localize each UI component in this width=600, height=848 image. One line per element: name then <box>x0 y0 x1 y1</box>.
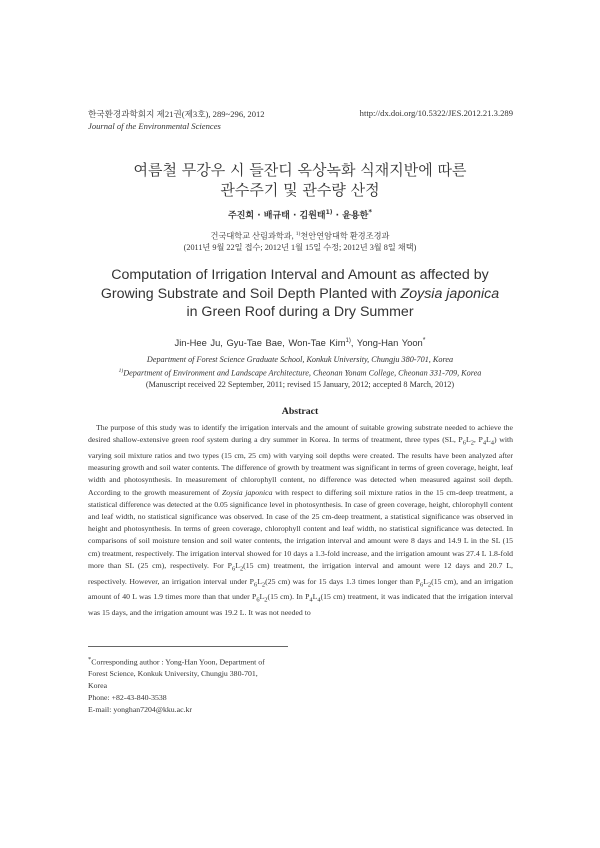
abstract-segment: L <box>259 592 265 602</box>
abstract-segment: L <box>257 576 262 586</box>
affiliation-mark: 1) <box>118 367 124 374</box>
korean-affiliation-1: 건국대학교 산림과학과, <box>210 231 296 241</box>
abstract-text <box>88 422 513 619</box>
journal-citation-kr: 한국환경과학회지 제21권(제3호), 289~296, 2012 <box>88 109 265 119</box>
corresponding-mark: * <box>88 656 92 663</box>
korean-author-names: 주진희 · 배규태 · 김원태 <box>228 211 326 221</box>
footnote-line: Forest Science, Konkuk University, Chungju 380-701, <box>88 669 258 679</box>
subscript: 4 <box>482 439 487 447</box>
footnote-divider <box>88 646 288 647</box>
abstract-segment: (15 cm), and an irrigation amount of 40 L was 1.9 times more than that under P <box>88 576 513 602</box>
abstract-segment: (25 cm) was for 15 days 1.3 times longer than P <box>265 576 420 586</box>
journal-name-en: Journal of the Environmental Sciences <box>88 121 221 131</box>
journal-header <box>88 108 265 132</box>
footnote-author: Corresponding author : Yong-Han Yoon, Department of <box>91 657 265 667</box>
footnote-line: Korea <box>88 681 108 691</box>
english-title <box>70 266 530 322</box>
affiliation-mark: 1) <box>295 231 301 237</box>
affiliation-mark: 1) <box>325 209 333 216</box>
korean-affiliations <box>0 229 600 254</box>
subscript: 4 <box>317 596 321 604</box>
abstract-segment: L <box>312 592 318 602</box>
subscript: 6 <box>231 565 236 573</box>
korean-title <box>0 160 600 200</box>
abstract-segment: (15 cm) treatment, it was indicated that the irrigation interval was 15 days, and the irrigation amount was 19.2 L. It was not needed to <box>88 592 513 618</box>
subscript: 6 <box>253 581 258 589</box>
footnote-email[interactable]: E-mail: yonghan7204@kku.ac.kr <box>88 704 192 714</box>
english-affiliation-2-line <box>0 366 600 379</box>
abstract-segment: L <box>465 435 471 445</box>
english-title-line1: Computation of Irrigation Interval and Amount as affected by <box>111 267 489 283</box>
abstract-heading: Abstract <box>281 406 319 417</box>
subscript: 4 <box>490 439 494 447</box>
korean-title-line2: 관수주기 및 관수량 산정 <box>220 181 380 199</box>
footnote-line <box>88 654 293 668</box>
subscript: 6 <box>256 596 260 604</box>
abstract-segment: L <box>423 576 428 586</box>
korean-received-dates: (2011년 9월 22일 접수; 2012년 1월 15일 수정; 2012년 3월 8일 채택) <box>183 243 417 253</box>
abstract-segment: with respect to differing soil mixture ratios in the 15 cm-deep treatment, a statistical difference was detected at the 0.05 significance level in photosynthesis. In case of green coverage, height, chlorophyll content and leaf width, no statistical significance was observed. In case of the 25 cm-deep treatment, a statistical significance was observed in height and photosynthesis. In terms of green coverage, chlorophyll content and leaf width, no statistical significance was detected. In comparisons of soil moisture tension and soil water contents, the irrigation interval and amount were 8 days and 14.9 L in the SL (15 cm) treatment, respectively. The irrigation interval showed for 10 days a 1.3-fold increase, and the irrigation amount was 27.4 L 1.8-fold more than SL (25 cm), respectively. For P <box>88 487 514 570</box>
korean-affiliation-2: 천안연암대학 환경조경과 <box>300 231 390 241</box>
corresponding-mark: * <box>368 208 372 216</box>
affiliation-mark: 1) <box>345 338 351 344</box>
english-affiliations <box>0 354 600 391</box>
subscript: 4 <box>309 596 313 604</box>
korean-title-line1: 여름철 무강우 시 들잔디 옥상녹화 식재지반에 따른 <box>133 161 467 179</box>
korean-author-last: · 윤용한 <box>332 211 369 221</box>
english-affiliation-2: Department of Environment and Landscape Architecture, Cheonan Yonam College, Cheonan 331-709, Korea <box>123 368 482 378</box>
korean-affiliation-line <box>0 229 600 242</box>
corresponding-author-footnote <box>88 654 293 716</box>
english-received-dates: (Manuscript received 22 September, 2011; revised 15 January, 2012; accepted 8 March, 2012) <box>145 379 455 389</box>
subscript: 6 <box>419 581 424 589</box>
subscript: 6 <box>462 439 466 447</box>
abstract-segment: (15 cm) treatment, the irrigation interval and amount were 12 days and 20.7 L, respectively. However, an irrigation interval under P <box>88 560 513 586</box>
subscript: 2 <box>264 596 268 604</box>
english-title-line2 <box>70 285 530 304</box>
footnote-phone: Phone: +82-43-840-3538 <box>88 692 167 702</box>
subscript: 2 <box>470 439 474 447</box>
abstract-segment: ) with varying soil mixture ratios and two types (15 cm, 25 cm) with varying soil depths were created. The results have been analyzed after measuring growth and soil water contents. The difference of growth by treatment was significant in terms of green coverage, height, leaf width and photosynthesis. In measurement of chlorophyll content, no difference was detected when measured against soil depth. According to the growth measurement of <box>88 435 513 497</box>
subscript: 2 <box>239 565 244 573</box>
abstract-segment: L <box>486 435 491 445</box>
corresponding-mark: * <box>422 337 426 344</box>
korean-authors <box>0 208 600 221</box>
english-affiliation-1: Department of Forest Science Graduate School, Konkuk University, Chungju 380-701, Korea <box>146 355 454 364</box>
english-authors <box>0 337 600 348</box>
subscript: 2 <box>427 581 432 589</box>
english-title-line3: in Green Roof during a Dry Summer <box>186 304 414 320</box>
english-title-line2-text: Growing Substrate and Soil Depth Planted with <box>100 285 401 302</box>
english-author-last: , Yong-Han Yoon <box>350 337 423 349</box>
subscript: 2 <box>261 581 266 589</box>
species-name: Zoysia japonica <box>221 487 273 497</box>
abstract-segment: (15 cm). In P <box>267 592 310 602</box>
abstract-segment: L <box>235 560 240 570</box>
species-name: Zoysia japonica <box>400 285 500 302</box>
abstract-segment: The purpose of this study was to identify the irrigation intervals and the amount of suitable growing substrate needed to achieve the desired shallow-extensive green roof system during a dry summer in Korea. In terms of treatment, three types (SL, P <box>88 423 513 445</box>
abstract-segment: , P <box>473 435 483 445</box>
doi-link[interactable]: http://dx.doi.org/10.5322/JES.2012.21.3.289 <box>359 108 513 118</box>
english-author-names: Jin-Hee Ju, Gyu-Tae Bae, Won-Tae Kim <box>174 337 346 349</box>
